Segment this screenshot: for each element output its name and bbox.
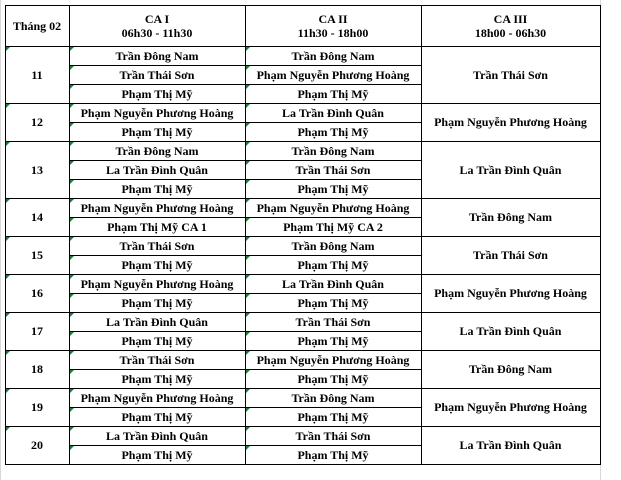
cell-note-marker (246, 256, 250, 260)
ca1-name-cell[interactable]: Phạm Thị Mỹ (121, 181, 193, 196)
ca1-name-cell[interactable]: Phạm Nguyễn Phương Hoàng (80, 390, 234, 405)
ca3-name-cell[interactable]: Trần Thái Sơn (473, 67, 548, 82)
cell-note-marker (70, 408, 74, 412)
ca2-name-cell[interactable]: La Trần Đình Quân (282, 276, 384, 291)
cell-note-marker (70, 351, 74, 355)
cell-note-marker (246, 85, 250, 89)
ca1-name-cell[interactable]: Phạm Thị Mỹ (121, 333, 193, 348)
column-border (421, 5, 422, 465)
cell-note-marker (70, 104, 74, 108)
cell-note-marker (246, 104, 250, 108)
cell-note-marker (6, 47, 10, 51)
cell-note-marker (246, 275, 250, 279)
ca3-name-cell[interactable]: Phạm Nguyễn Phương Hoàng (434, 286, 587, 300)
shift-time: 11h30 - 18h00 (297, 25, 369, 40)
ca1-name-cell[interactable]: Phạm Nguyễn Phương Hoàng (80, 200, 234, 215)
cell-note-marker (6, 142, 10, 146)
sub-row-divider (245, 255, 421, 256)
cell-note-marker (246, 199, 250, 203)
row-border (5, 46, 601, 47)
cell-note-marker (246, 180, 250, 184)
sub-row-divider (69, 445, 245, 446)
shift-header-ca2[interactable] (245, 5, 421, 46)
row-border (5, 103, 601, 104)
ca3-name-cell[interactable]: Phạm Nguyễn Phương Hoàng (434, 115, 587, 129)
shift-name: CA I (144, 11, 170, 26)
ca2-name-cell[interactable]: Trần Thái Sơn (295, 428, 371, 443)
ca2-name-cell[interactable]: Trần Đông Nam (291, 48, 375, 63)
ca1-name-cell[interactable]: La Trần Đình Quân (106, 162, 208, 177)
cell-note-marker (70, 389, 74, 393)
shift-time: 18h00 - 06h30 (474, 25, 547, 40)
cell-note-marker (70, 161, 74, 165)
ca2-name-cell[interactable]: La Trần Đình Quân (282, 105, 384, 120)
sub-row-divider (69, 293, 245, 294)
cell-note-marker (246, 294, 250, 298)
column-border (245, 5, 246, 465)
ca2-name-cell[interactable]: Phạm Nguyễn Phương Hoàng (256, 200, 410, 215)
sub-row-divider (69, 217, 245, 218)
ca2-name-cell[interactable]: Trần Thái Sơn (295, 162, 371, 177)
cell-note-marker (246, 446, 250, 450)
sub-row-divider (245, 331, 421, 332)
cell-note-marker (6, 275, 10, 279)
sub-row-divider (69, 407, 245, 408)
row-border (5, 141, 601, 142)
cell-note-marker (246, 123, 250, 127)
sub-row-divider (69, 331, 245, 332)
ca2-name-cell[interactable]: Phạm Thị Mỹ (297, 295, 369, 310)
column-border (69, 5, 70, 465)
ca1-name-cell[interactable]: La Trần Đình Quân (106, 428, 208, 443)
sub-row-divider (245, 65, 421, 66)
sub-row-divider (245, 293, 421, 294)
sub-row-divider (245, 369, 421, 370)
day-cell[interactable]: 17 (31, 324, 43, 338)
ca2-name-cell[interactable]: Trần Đông Nam (291, 390, 375, 405)
ca1-name-cell[interactable]: Phạm Nguyễn Phương Hoàng (80, 276, 234, 291)
ca1-name-cell[interactable]: Phạm Thị Mỹ (121, 295, 193, 310)
sub-row-divider (245, 179, 421, 180)
cell-note-marker (246, 351, 250, 355)
ca2-name-cell[interactable]: Phạm Thị Mỹ (297, 86, 369, 101)
ca3-name-cell[interactable]: Phạm Nguyễn Phương Hoàng (434, 400, 587, 414)
column-border (5, 5, 6, 465)
row-border (5, 464, 601, 465)
ca1-name-cell[interactable]: Phạm Thị Mỹ (121, 257, 193, 272)
shift-header-ca1[interactable] (69, 5, 245, 46)
ca3-name-cell[interactable]: La Trần Đình Quân (459, 324, 562, 338)
ca1-name-cell[interactable]: Phạm Nguyễn Phương Hoàng (80, 105, 234, 120)
ca3-name-cell[interactable]: La Trần Đình Quân (459, 162, 562, 177)
cell-note-marker (6, 313, 10, 317)
ca2-name-cell[interactable]: Phạm Thị Mỹ (297, 257, 369, 272)
day-cell[interactable]: 12 (31, 115, 43, 129)
sub-row-divider (69, 122, 245, 123)
cell-note-marker (246, 389, 250, 393)
day-cell[interactable]: 13 (31, 162, 43, 177)
day-cell[interactable]: 19 (31, 400, 43, 414)
row-border (5, 274, 601, 275)
ca1-name-cell[interactable]: Trần Thái Sơn (119, 67, 195, 82)
day-cell[interactable]: 20 (31, 438, 43, 452)
sub-row-divider (69, 84, 245, 85)
ca2-name-cell[interactable]: Phạm Thị Mỹ CA 2 (283, 219, 383, 234)
sub-row-divider (69, 160, 245, 161)
cell-note-marker (70, 256, 74, 260)
cell-note-marker (70, 237, 74, 241)
ca2-name-cell[interactable]: Phạm Thị Mỹ (297, 333, 369, 348)
cell-note-marker (70, 427, 74, 431)
day-cell[interactable]: 16 (31, 286, 43, 300)
sub-row-divider (245, 407, 421, 408)
sub-row-divider (69, 255, 245, 256)
cell-note-marker (246, 332, 250, 336)
cell-note-marker (6, 104, 10, 108)
cell-note-marker (70, 123, 74, 127)
cell-note-marker (246, 161, 250, 165)
ca1-name-cell[interactable]: Phạm Thị Mỹ (121, 447, 193, 462)
cell-note-marker (70, 370, 74, 374)
ca1-name-cell[interactable]: Trần Đông Nam (115, 48, 199, 63)
ca2-name-cell[interactable]: Phạm Nguyễn Phương Hoàng (256, 352, 410, 367)
day-cell[interactable]: 14 (31, 210, 43, 224)
row-border (5, 426, 601, 427)
cell-note-marker (6, 427, 10, 431)
cell-note-marker (70, 218, 74, 222)
ca3-name-cell[interactable]: La Trần Đình Quân (459, 438, 562, 452)
row-border (5, 236, 601, 237)
row-border (5, 312, 601, 313)
ca1-name-cell[interactable]: Phạm Thị Mỹ (121, 371, 193, 386)
ca2-name-cell[interactable]: Trần Đông Nam (291, 143, 375, 158)
sub-row-divider (69, 179, 245, 180)
sub-row-divider (69, 369, 245, 370)
ca1-name-cell[interactable]: Phạm Thị Mỹ (121, 86, 193, 101)
cell-note-marker (246, 142, 250, 146)
cell-note-marker (246, 408, 250, 412)
ca1-name-cell[interactable]: Trần Đông Nam (115, 143, 199, 158)
ca1-name-cell[interactable]: Trần Thái Sơn (119, 238, 195, 253)
cell-note-marker (246, 237, 250, 241)
ca3-name-cell[interactable]: Trần Đông Nam (468, 210, 553, 224)
shift-name: CA II (318, 11, 348, 26)
ca2-name-cell[interactable]: Phạm Thị Mỹ (297, 124, 369, 139)
ca1-name-cell[interactable]: Phạm Thị Mỹ (121, 124, 193, 139)
ca2-name-cell[interactable]: Phạm Thị Mỹ (297, 447, 369, 462)
cell-note-marker (246, 370, 250, 374)
column-border (600, 5, 601, 465)
row-border (5, 350, 601, 351)
cell-note-marker (70, 294, 74, 298)
sub-row-divider (245, 84, 421, 85)
cell-note-marker (70, 275, 74, 279)
ca3-name-cell[interactable]: Trần Đông Nam (468, 362, 553, 376)
cell-note-marker (246, 66, 250, 70)
row-border (5, 388, 601, 389)
ca2-name-cell[interactable]: Phạm Thị Mỹ (297, 181, 369, 196)
ca1-name-cell[interactable]: Phạm Thị Mỹ CA 1 (107, 219, 207, 234)
cell-note-marker (70, 446, 74, 450)
cell-note-marker (70, 47, 74, 51)
grid-line (0, 0, 1, 480)
day-cell[interactable]: 18 (31, 362, 43, 376)
cell-note-marker (70, 199, 74, 203)
ca2-name-cell[interactable]: Phạm Thị Mỹ (297, 409, 369, 424)
ca3-name-cell[interactable]: Trần Thái Sơn (473, 248, 548, 262)
ca1-name-cell[interactable]: Phạm Thị Mỹ (121, 409, 193, 424)
shift-name: CA III (493, 11, 528, 26)
sub-row-divider (245, 122, 421, 123)
shift-header-ca3[interactable] (421, 5, 600, 46)
cell-note-marker (70, 180, 74, 184)
month-header[interactable]: Tháng 02 (12, 18, 62, 33)
cell-note-marker (6, 199, 10, 203)
cell-note-marker (6, 389, 10, 393)
cell-note-marker (70, 85, 74, 89)
cell-note-marker (70, 332, 74, 336)
cell-note-marker (70, 66, 74, 70)
shift-time: 06h30 - 11h30 (121, 25, 193, 40)
row-border (5, 198, 601, 199)
cell-note-marker (246, 47, 250, 51)
cell-note-marker (246, 218, 250, 222)
ca2-name-cell[interactable]: Trần Đông Nam (291, 238, 375, 253)
sub-row-divider (69, 65, 245, 66)
cell-note-marker (70, 313, 74, 317)
ca1-name-cell[interactable]: Trần Thái Sơn (119, 352, 195, 367)
cell-note-marker (6, 237, 10, 241)
ca2-name-cell[interactable]: Trần Thái Sơn (295, 314, 371, 329)
sub-row-divider (245, 217, 421, 218)
cell-note-marker (6, 351, 10, 355)
cell-note-marker (246, 427, 250, 431)
ca1-name-cell[interactable]: La Trần Đình Quân (106, 314, 208, 329)
day-cell[interactable]: 11 (31, 67, 43, 82)
day-cell[interactable]: 15 (31, 248, 43, 262)
row-border (5, 5, 601, 6)
cell-note-marker (70, 142, 74, 146)
cell-note-marker (246, 313, 250, 317)
sub-row-divider (245, 160, 421, 161)
ca2-name-cell[interactable]: Phạm Nguyễn Phương Hoàng (256, 67, 410, 82)
sub-row-divider (245, 445, 421, 446)
ca2-name-cell[interactable]: Phạm Thị Mỹ (297, 371, 369, 386)
